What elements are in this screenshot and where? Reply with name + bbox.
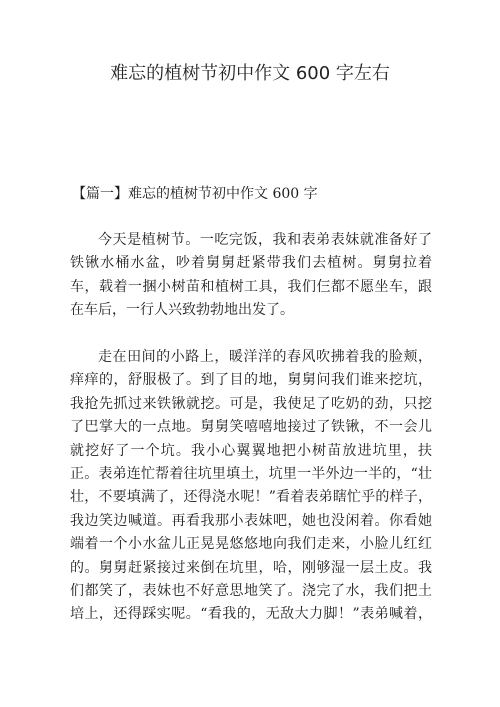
paragraph-line: 壮，不要填满了，还得浇水呢！”看着表弟瞎忙乎的样子， [70, 489, 432, 506]
paragraph-line: 在车后，一行人兴致勃勃地出发了。 [70, 302, 294, 319]
paragraph-line: 我边笑边喊道。再看我那小表妹吧，她也没闲着。你看她 [70, 512, 432, 529]
paragraph-line: 了巴掌大的一点地。舅舅笑嘻嘻地接过了铁锹，不一会儿 [70, 419, 432, 436]
paragraph-line: 就挖好了一个坑。我小心翼翼地把小树苗放进坑里，扶 [70, 442, 432, 459]
page-title: 难忘的植树节初中作文 600 字左右 [110, 63, 390, 84]
paragraph-1 [70, 229, 432, 323]
paragraph-2 [70, 346, 432, 627]
paragraph-line: 的。舅舅赶紧接过来倒在坑里，哈，刚够湿一层土皮。我 [70, 559, 432, 576]
section-heading: 【篇一】难忘的植树节初中作文 600 字 [72, 186, 318, 202]
paragraph-line: 走在田间的小路上，暖洋洋的春风吹拂着我的脸颊， [98, 349, 432, 365]
paragraph-line: 我抢先抓过来铁锹就挖。可是，我使足了吃奶的劲，只挖 [70, 395, 432, 412]
paragraph-line: 今天是植树节。一吃完饭，我和表弟表妹就准备好了 [98, 232, 432, 248]
paragraph-line: 正。表弟连忙帮着往坑里填土，坑里一半外边一半的，“壮 [70, 465, 432, 482]
paragraph-line: 培上，还得踩实呢。“看我的，无敌大力脚！”表弟喊着， [70, 606, 432, 623]
paragraph-line: 们都笑了，表妹也不好意思地笑了。浇完了水，我们把土 [70, 582, 432, 599]
paragraph-line: 端着一个小水盆儿正晃晃悠悠地向我们走来，小脸儿红红 [70, 536, 432, 553]
paragraph-line: 铁锹水桶水盆，吵着舅舅赶紧带我们去植树。舅舅拉着 [70, 255, 432, 272]
paragraph-line: 车，载着一捆小树苗和植树工具，我们仨都不愿坐车，跟 [70, 278, 432, 295]
paragraph-line: 痒痒的，舒服极了。到了目的地，舅舅问我们谁来挖坑， [70, 372, 432, 389]
